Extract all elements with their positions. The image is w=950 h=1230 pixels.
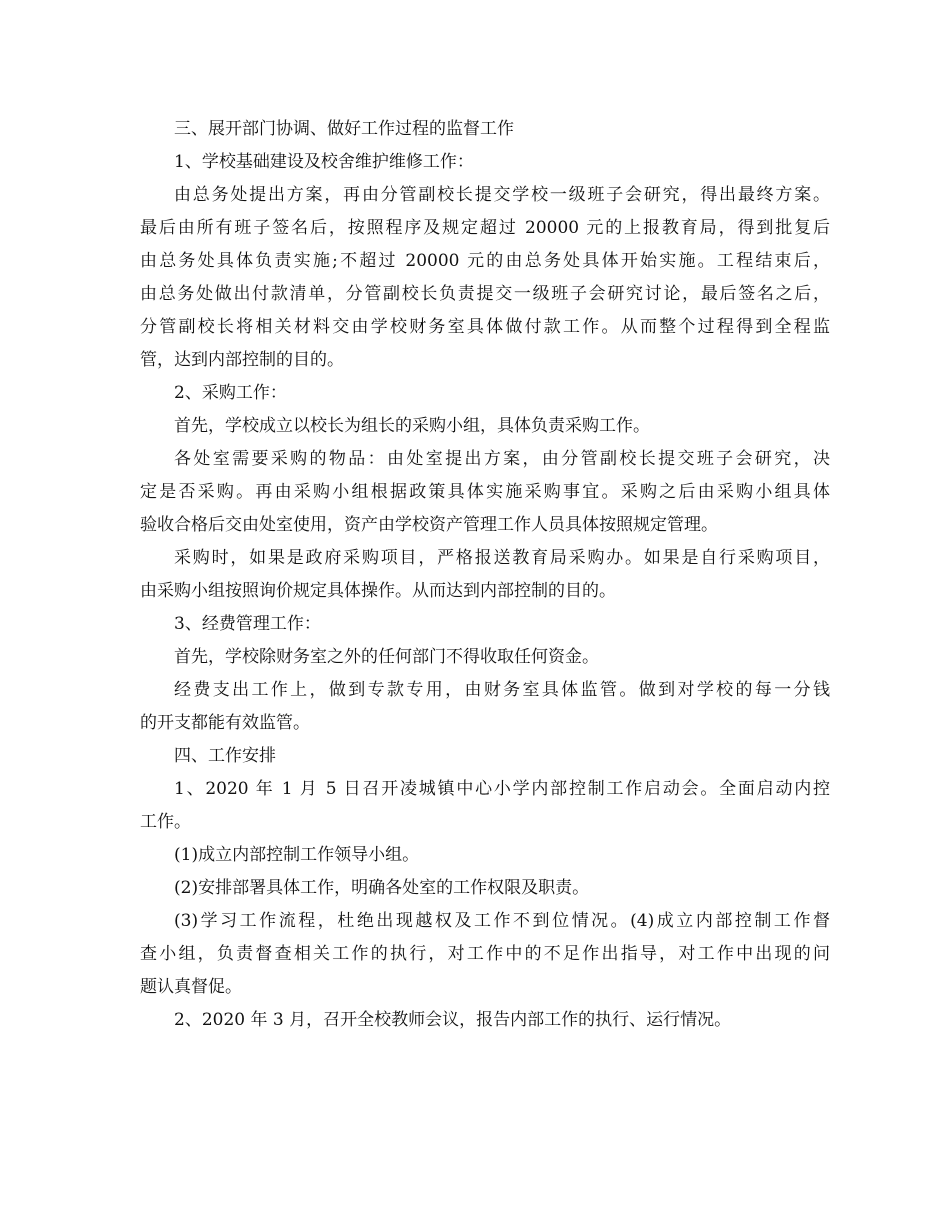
text-line: (3)学习工作流程，杜绝出现越权及工作不到位情况。(4)成立内部控制工作督 [174,911,830,931]
text-line: 由总务处提出方案，再由分管副校长提交学校一级班子会研究，得出最终方案。 [174,185,830,205]
text-line: 的开支都能有效监管。 [140,713,310,733]
text-line: 最后由所有班子签名后，按照程序及规定超过 20000 元的上报教育局，得到批复后 [140,218,830,238]
text-line: (1)成立内部控制工作领导小组。 [174,845,420,865]
text-line: 首先，学校除财务室之外的任何部门不得收取任何资金。 [174,647,599,667]
text-line: 由总务处做出付款清单，分管副校长负责提交一级班子会研究讨论，最后签名之后， [140,284,830,304]
text-line: (2)安排部署具体工作，明确各处室的工作权限及职责。 [174,878,590,898]
text-line: 2、采购工作： [174,383,287,403]
text-line: 题认真督促。 [140,977,242,997]
text-line: 经费支出工作上，做到专款专用，由财务室具体监管。做到对学校的每一分钱 [174,680,830,700]
document-body [140,113,830,1037]
text-line: 管，达到内部控制的目的。 [140,350,344,370]
text-line: 采购时，如果是政府采购项目，严格报送教育局采购办。如果是自行采购项目， [174,548,830,568]
text-line: 首先，学校成立以校长为组长的采购小组，具体负责采购工作。 [174,416,650,436]
text-line: 验收合格后交由处室使用，资产由学校资产管理工作人员具体按照规定管理。 [140,515,718,535]
text-line: 各处室需要采购的物品：由处室提出方案，由分管副校长提交班子会研究，决 [174,449,830,469]
text-line: 2、2020 年 3 月，召开全校教师会议，报告内部工作的执行、运行情况。 [174,1010,732,1030]
text-line: 1、2020 年 1 月 5 日召开凌城镇中心小学内部控制工作启动会。全面启动内控 [174,779,830,799]
text-line: 四、工作安排 [174,746,276,766]
text-line: 查小组，负责督查相关工作的执行，对工作中的不足作出指导，对工作中出现的问 [140,944,830,964]
text-line: 分管副校长将相关材料交由学校财务室具体做付款工作。从而整个过程得到全程监 [140,317,830,337]
text-line: 由总务处具体负责实施;不超过 20000 元的由总务处具体开始实施。工程结束后， [140,251,830,271]
text-line: 1、学校基础建设及校舍维护维修工作： [174,152,474,172]
text-line: 定是否采购。再由采购小组根据政策具体实施采购事宜。采购之后由采购小组具体 [140,482,830,502]
text-line: 工作。 [140,812,191,832]
text-line: 由采购小组按照询价规定具体操作。从而达到内部控制的目的。 [140,581,616,601]
text-line: 三、展开部门协调、做好工作过程的监督工作 [174,119,514,139]
text-line: 3、经费管理工作： [174,614,321,634]
